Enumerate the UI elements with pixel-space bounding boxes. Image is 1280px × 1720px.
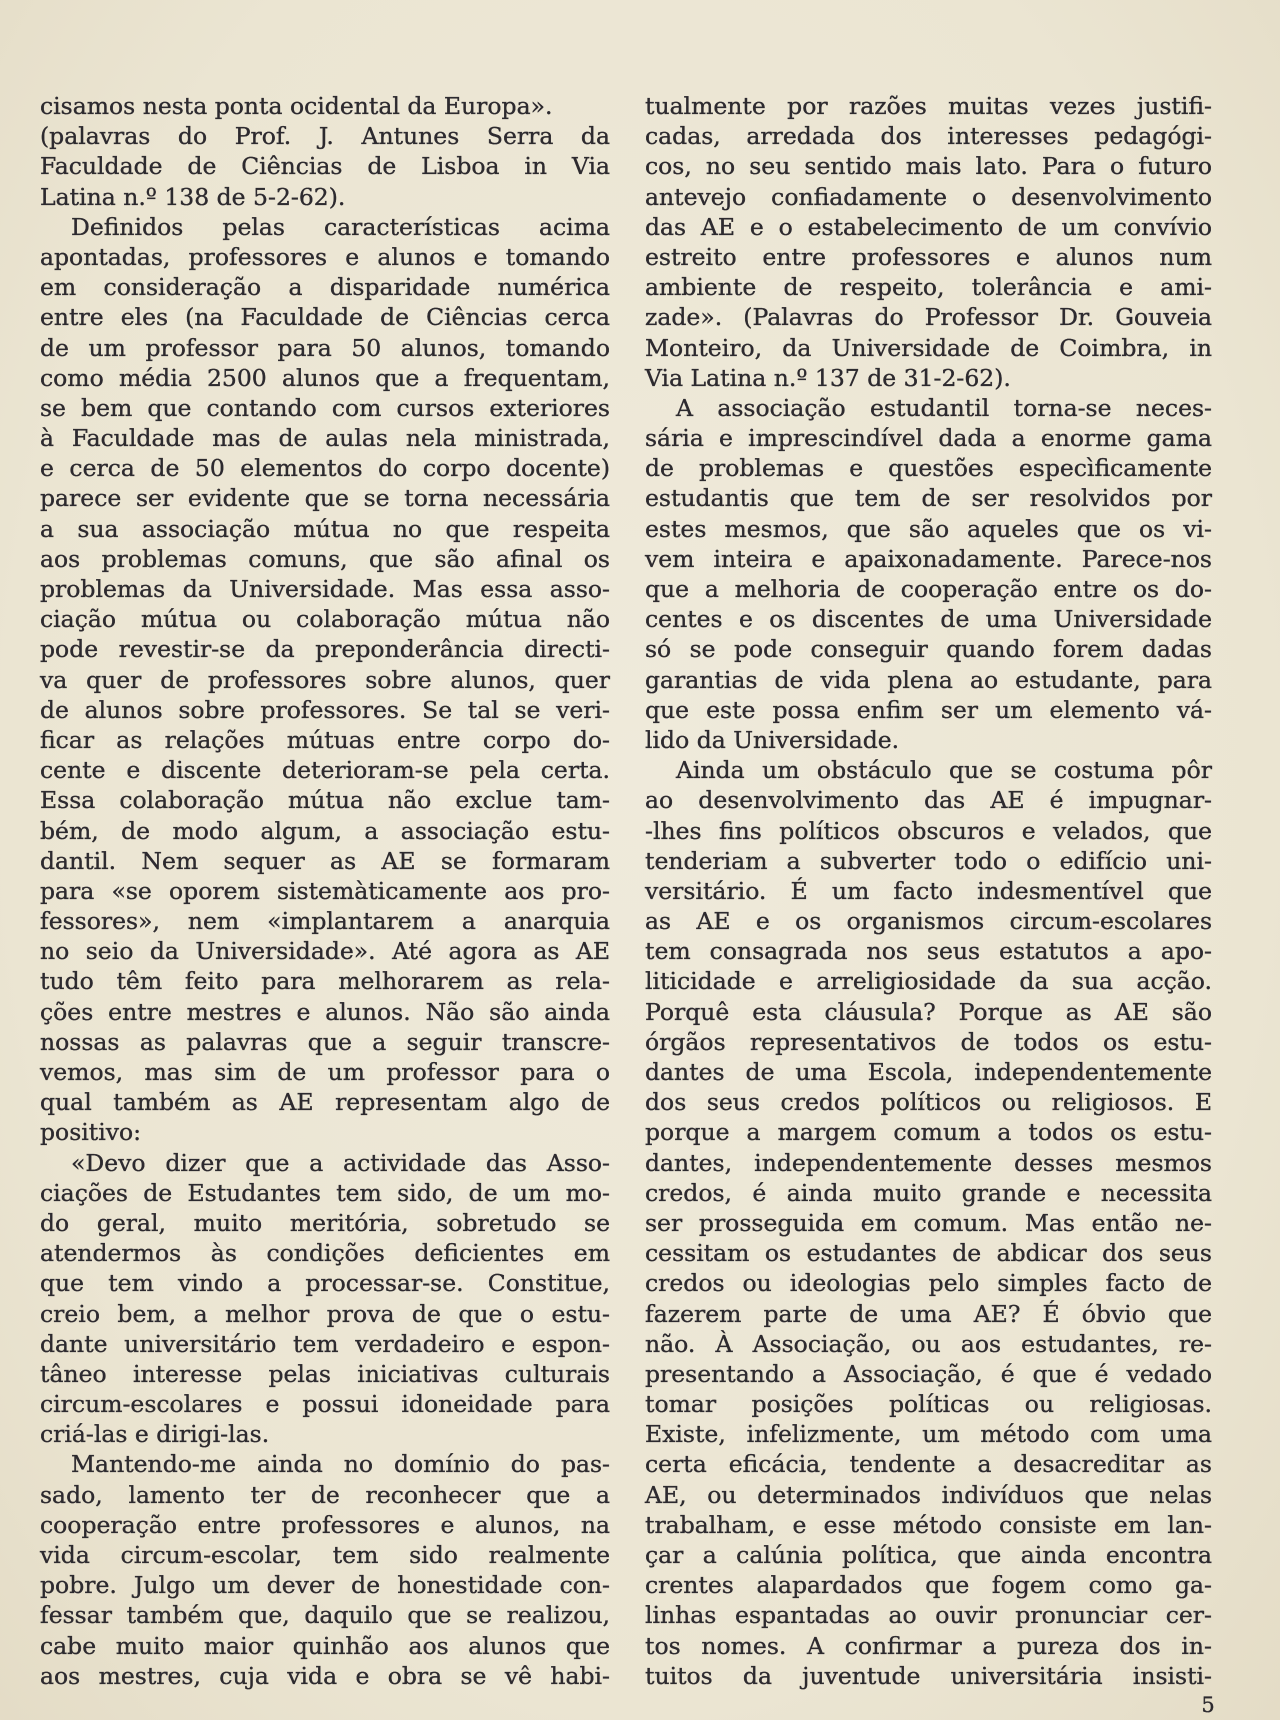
right-column-line: tem consagrada nos seus estatutos a apo- (645, 937, 1212, 966)
left-column-line: dante universitário tem verdadeiro e espon- (40, 1329, 610, 1358)
left-column-line: vida circum-escolar, tem sido realmente (40, 1541, 610, 1569)
right-column-line: ao desenvolvimento das AE é impugnar- (645, 786, 1212, 815)
right-column-line: só se pode conseguir quando forem dadas (645, 635, 1212, 664)
left-column-line: ficar as relações mútuas entre corpo do- (40, 725, 610, 754)
left-column-line: para «se oporem sistemàticamente aos pro- (40, 876, 610, 905)
left-column-line: de um professor para 50 alunos, tomando (40, 333, 610, 362)
left-column-line: pobre. Julgo um dever de honestidade con- (40, 1571, 610, 1600)
right-column-line: que a melhoria de cooperação entre os do- (645, 575, 1212, 603)
left-column-line: nossas as palavras que a seguir transcre- (40, 1027, 610, 1056)
left-column-line: de alunos sobre professores. Se tal se veri- (40, 695, 610, 724)
right-column-line: zade». (Palavras do Professor Dr. Gouveia (645, 303, 1212, 332)
right-column-line: porque a margem comum a todos os estu- (645, 1118, 1212, 1147)
right-column-line: que este possa enfim ser um elemento vá- (645, 695, 1212, 724)
left-column-line: vemos, mas sim de um professor para o (40, 1058, 610, 1086)
right-column-line: não. À Associação, ou aos estudantes, re- (645, 1329, 1212, 1358)
right-column-line: Porquê esta cláusula? Porque as AE são (645, 997, 1212, 1026)
right-column-line: cos, no seu sentido mais lato. Para o futuro (645, 152, 1212, 181)
left-column-line: dantil. Nem sequer as AE se formaram (40, 846, 610, 875)
right-column-line: estreito entre professores e alunos num (645, 242, 1212, 271)
right-column-line: linhas espantadas ao ouvir pronunciar cer- (645, 1601, 1212, 1630)
right-column-line: dantes de uma Escola, independentemente (645, 1058, 1212, 1086)
left-column-line: cisamos nesta ponta ocidental da Europa». (40, 92, 553, 120)
left-column-line: Faculdade de Ciências de Lisboa in Via (40, 152, 610, 181)
left-column-line: bém, de modo algum, a associação estu- (40, 816, 610, 845)
left-column-line: creio bem, a melhor prova de que o estu- (40, 1299, 610, 1328)
right-column-line: tualmente por razões muitas vezes justifi- (645, 92, 1212, 120)
right-column-line: fazerem parte de uma AE? É óbvio que (645, 1299, 1212, 1328)
left-column-line: ciações de Estudantes tem sido, de um mo- (40, 1178, 610, 1207)
right-column-line: lido da Universidade. (645, 725, 900, 754)
right-column-line: ser prosseguida em comum. Mas então ne- (645, 1208, 1212, 1237)
right-column-line: garantias de vida plena ao estudante, para (645, 665, 1212, 694)
right-column-line: de problemas e questões especìficamente (645, 454, 1212, 483)
right-column-line: Monteiro, da Universidade de Coimbra, in (645, 333, 1212, 362)
left-column-line: va quer de professores sobre alunos, quer (40, 665, 610, 694)
left-column-line: do geral, muito meritória, sobretudo se (40, 1208, 610, 1237)
left-column-line: circum-escolares e possui idoneidade para (40, 1390, 610, 1419)
left-column-line: como média 2500 alunos que a frequentam, (40, 363, 610, 392)
left-column-line: (palavras do Prof. J. Antunes Serra da (40, 122, 610, 151)
right-column-line: ambiente de respeito, tolerância e ami- (645, 273, 1212, 302)
left-column-line: à Faculdade mas de aulas nela ministrada, (40, 424, 610, 453)
left-column-line: pode revestir-se da preponderância directi- (40, 635, 610, 664)
right-column-line: AE, ou determinados indivíduos que nelas (645, 1480, 1212, 1509)
left-column-line: criá-las e dirigi-las. (40, 1420, 270, 1449)
left-column-line: fessores», nem «implantarem a anarquia (40, 907, 610, 936)
left-column-line: ciação mútua ou colaboração mútua não (40, 605, 610, 634)
right-column-line: centes e os discentes de uma Universidade (645, 605, 1212, 634)
left-column-line: a sua associação mútua no que respeita (40, 514, 610, 543)
right-column-line: vem inteira e apaixonadamente. Parece-nos (645, 544, 1212, 573)
left-column-line: apontadas, professores e alunos e tomando (40, 242, 610, 271)
left-column-line: cabe muito maior quinhão aos alunos que (40, 1631, 610, 1660)
left-column-line: Definidos pelas características acima (71, 212, 610, 241)
left-column-line: aos problemas comuns, que são afinal os (40, 544, 610, 573)
left-column-line: entre eles (na Faculdade de Ciências cerca (40, 303, 610, 332)
right-column-line: versitário. É um facto indesmentível que (645, 876, 1212, 905)
right-column-line: sária e imprescindível dada a enorme gama (645, 424, 1212, 453)
right-column-line: çar a calúnia política, que ainda encontra (645, 1541, 1212, 1569)
right-column-line: dos seus credos políticos ou religiosos. E (645, 1088, 1212, 1117)
left-column-line: cente e discente deterioram-se pela certa. (40, 756, 610, 785)
left-column-line: cooperação entre professores e alunos, na (40, 1510, 610, 1539)
left-column-line: em consideração a disparidade numérica (40, 273, 610, 302)
left-column-line: que tem vindo a processar-se. Constitue, (40, 1269, 610, 1298)
right-column-line: tuitos da juventude universitária insisti- (645, 1661, 1212, 1690)
page-number: 5 (1201, 1693, 1215, 1717)
left-column-line: Mantendo-me ainda no domínio do pas- (71, 1450, 610, 1479)
right-column-line: certa eficácia, tendente a desacreditar as (645, 1450, 1212, 1479)
right-column-line: cadas, arredada dos interesses pedagógi- (645, 122, 1212, 151)
right-column-line: crentes alapardados que fogem como ga- (645, 1571, 1212, 1600)
right-column-line: as AE e os organismos circum-escolares (645, 907, 1212, 936)
left-column-line: no seio da Universidade». Até agora as AE (40, 937, 610, 966)
left-column-line: se bem que contando com cursos exteriores (40, 393, 610, 422)
left-column-line: tudo têm feito para melhorarem as rela- (40, 967, 610, 996)
left-column-line: aos mestres, cuja vida e obra se vê habi- (40, 1661, 610, 1690)
right-column-line: tos nomes. A confirmar a pureza dos in- (645, 1631, 1212, 1660)
right-column-line: credos ou ideologias pelo simples facto de (645, 1269, 1212, 1298)
left-column-line: sado, lamento ter de reconhecer que a (40, 1480, 610, 1509)
right-column-line: cessitam os estudantes de abdicar dos seus (645, 1239, 1212, 1268)
left-column-line: tâneo interesse pelas iniciativas culturais (40, 1359, 610, 1388)
right-column-line: estes mesmos, que são aqueles que os vi- (645, 514, 1212, 543)
left-column-line: ções entre mestres e alunos. Não são ainda (40, 997, 610, 1026)
right-column-line: A associação estudantil torna-se neces- (676, 393, 1212, 422)
left-column-line: atendermos às condições deficientes em (40, 1239, 610, 1268)
right-column-line: estudantis que tem de ser resolvidos por (645, 484, 1212, 513)
right-column-line: Existe, infelizmente, um método com uma (645, 1420, 1212, 1449)
right-column (645, 91, 1212, 1691)
left-column-line: positivo: (40, 1118, 142, 1147)
left-column-line: «Devo dizer que a actividade das Asso- (71, 1148, 610, 1177)
right-column-line: Via Latina n.º 137 de 31-2-62). (645, 363, 1011, 392)
left-column-line: e cerca de 50 elementos do corpo docente) (40, 454, 610, 483)
right-column-line: tenderiam a subverter todo o edifício uni- (645, 846, 1212, 875)
right-column-line: das AE e o estabelecimento de um convívio (645, 212, 1212, 241)
right-column-line: antevejo confiadamente o desenvolvimento (645, 182, 1212, 211)
right-column-line: Ainda um obstáculo que se costuma pôr (676, 756, 1212, 785)
right-column-line: órgãos representativos de todos os estu- (645, 1027, 1212, 1056)
left-column-line: Essa colaboração mútua não exclue tam- (40, 786, 610, 815)
left-column (40, 91, 610, 1691)
left-column-line: problemas da Universidade. Mas essa asso- (40, 575, 610, 603)
left-column-line: parece ser evidente que se torna necessária (40, 484, 610, 513)
right-column-line: trabalham, e esse método consiste em lan- (645, 1510, 1212, 1539)
right-column-line: tomar posições políticas ou religiosas. (645, 1390, 1212, 1419)
right-column-line: liticidade e arreligiosidade da sua acção. (645, 967, 1212, 996)
right-column-line: -lhes fins políticos obscuros e velados, que (645, 816, 1212, 845)
right-column-line: dantes, independentemente desses mesmos (645, 1148, 1212, 1177)
left-column-line: Latina n.º 138 de 5-2-62). (40, 182, 346, 211)
left-column-line: qual também as AE representam algo de (40, 1088, 610, 1117)
right-column-line: presentando a Associação, é que é vedado (645, 1359, 1212, 1388)
left-column-line: fessar também que, daquilo que se realizou, (40, 1601, 610, 1630)
right-column-line: credos, é ainda muito grande e necessita (645, 1178, 1212, 1207)
